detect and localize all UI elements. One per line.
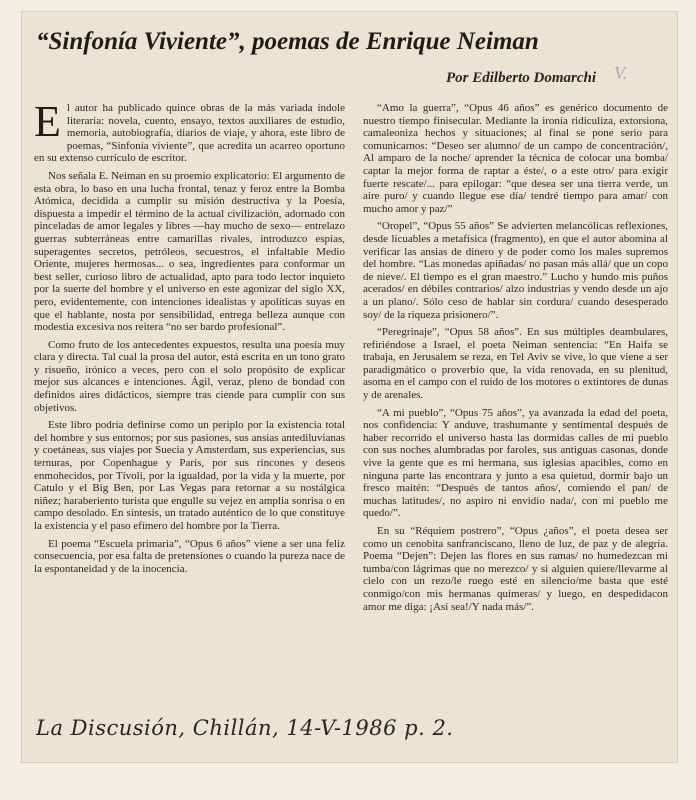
paragraph: Este libro podría definirse como un periplo por la existencia total del hombre y sus entornos; por sus pasiones, sus ansias antediluvianas y coetáneas, sus viajes por Suecia y Amsterdam, sus experiencias, sus ternuras, por Copenhague y París, por sus rincones y deseos enmohecidos, por Tívoli, por la igualdad, por la vida y la muerte, por Catulo y el Big Ben, por Las Vegas para retornar a su nostálgica niñez; haraberiento turista que engulle su vejez en amplia sonrisa o en campo desolado. En síntesis, un tratado auténtico de lo que constituye la existencia y el paso efímero del hombre por la Tierra. (34, 419, 345, 532)
paragraph: “Amo la guerra”, “Opus 46 años” es genérico documento de nuestro tiempo finisecular. Mediante la ironía ridiculiza, extorsiona, camaleoniza hechos y situaciones; al final se pone serio para comunicarnos: “Deseo ser alumno/ de un campo de concentración/, Al amparo de la noche/ aprender la técnica de colocar una bomba/ captar la mejor forma de raptar a éste/, o a este otro/ para exigir fuerte rescate/... para epilogar: “que desea ser una tierra verde, un aire puro/ y cuando llegue ese día/ tendré tiempo para amar/ con mucho amor y paz/” (363, 102, 668, 215)
article-title: “Sinfonía Viviente”, poemas de Enrique Neiman (36, 28, 539, 55)
paragraph: “Peregrinaje”, “Opus 58 años”. En sus múltiples deambulares, refiriéndose a Israel, el poeta Neiman sentencia: “En Haifa se trabaja, en Jerusalem se reza, en Tel Aviv se vive, lo que viene a ser paradigmático o proverbio que, la vida renovada, en su plenitud, asoma en el campo con el ruido de los motores o extintores de dunas y de arenales. (363, 326, 668, 402)
right-column (363, 102, 668, 722)
paragraph: En su “Réquiem postrero”, “Opus ¿años”, el poeta desea ser como un cenobita sanfranciscano, lleno de luz, de paz y de alegría. Poema “Dejen”: Dejen las flores en sus ramas/ no humedezcan mi tumba/con lágrimas que no merezco/ y si alguien quiere/llevarme al cielo con un rezo/le ruego esté en silencio/me basta que esté conmigo/con mis hermanas quimeras/ y luego, en despedidacon amor me diga: ¡Así sea!/Y nada más/”. (363, 525, 668, 613)
left-column (34, 102, 345, 702)
paragraph: “Oropel”, “Opus 55 años” Se advierten melancólicas reflexiones, desde lícuables a metafísica (fragmento), en que el autor abomina al verificar las ansias de dinero y de poder como los males supremos del hombre. “Las monedas apiñadas/ no pasan más allá/ que un copo de nieve/. El tiempo es el gran maestro.” Lucho y hundo mis puños acerados/ en débiles contrarios/ alzo industrias y vendo desde un ajo a un plano/. Sólo ceso de hablar sin cordura/ cuando desesperado soy/ de la riqueza prisionero/”. (363, 220, 668, 321)
paragraph: El autor ha publicado quince obras de la más variada índole literaria: novela, cuento, ensayo, textos auxiliares de estudio, memoria, autobiografía, diarios de viaje, y ahora, este libro de poemas, “Sinfonía viviente”, que acredita un acarreo oportuno en su extenso currículo de escritor. (34, 102, 345, 165)
paragraph: “A mi pueblo”, “Opus 75 años”, ya avanzada la edad del poeta, nos confidencia: Y anduve, trashumante y sentimental después de haber recorrido el universo hasta las dormidas calles de mi pueblo con sus noches alumbradas por faroles, sus antiguas casonas, donde vive la gente que es mi hermana, sus iglesias apacibles, como en ninguna parte las encontrara y junto a esa quietud, dormir bajo un fresco maitén: “Después de tantos años/, comiendo el pan/ de muchas latitudes/, no aspiro ni envidio nada/, con mi pueblo me quedo/”. (363, 406, 668, 520)
drop-cap: E (34, 102, 61, 146)
paragraph: El poema “Escuela primaria”, “Opus 6 años” viene a ser una feliz consecuencia, por esa falta de pretensiones o cuando la pureza nace de la espontaneidad y de la inocencia. (34, 537, 345, 575)
article-byline: Por Edilberto Domarchi (446, 70, 597, 86)
paragraph: Como fruto de los antecedentes expuestos, resulta una poesía muy clara y directa. Tal cual la prosa del autor, está escrita en un tono grato y risueño, irónico a veces, pero con el solo propósito de explicar mejor sus alcances e intenciones. Ágil, veraz, pleno de bondad con definidos aires didácticos, siempre tras ciende para cumplir con sus objetivos. (34, 338, 345, 414)
paragraph: Nos señala E. Neiman en su proemio explicatorio: El argumento de esta obra, lo baso en una lucha frontal, tenaz y feroz entre la Bomba Atómica, decidida a cumplir su misión destructiva y la Poesía, dispuesta a impedir el término de la actual civilización, adornado con pinceladas de amor legales y libres —hay mucho de sexo— entrelazo guerras subterráneas entre camarillas rivales, introduzco espías, superagentes secretos, petróleos, secuestros, el infaltable Medio Oriente, mujeres hermosas... o sea, ingredientes para conformar un best seller, curioso libro de actualidad, apto para todo lector inquieto por la suerte del hombre y el universo en este agonizar del siglo XX, pero, evidentemente, con intenciones idealistas y apolíticas suyas en que el hablante, nosta por sensibilidad, entrega belleza aunque con modestia excesiva nos reitera “no ser bardo profesional”. (34, 169, 345, 334)
handwritten-source-note: La Discusión, Chillán, 14-V-1986 p. 2. (36, 716, 454, 740)
byline-check-mark: V. (614, 63, 628, 83)
